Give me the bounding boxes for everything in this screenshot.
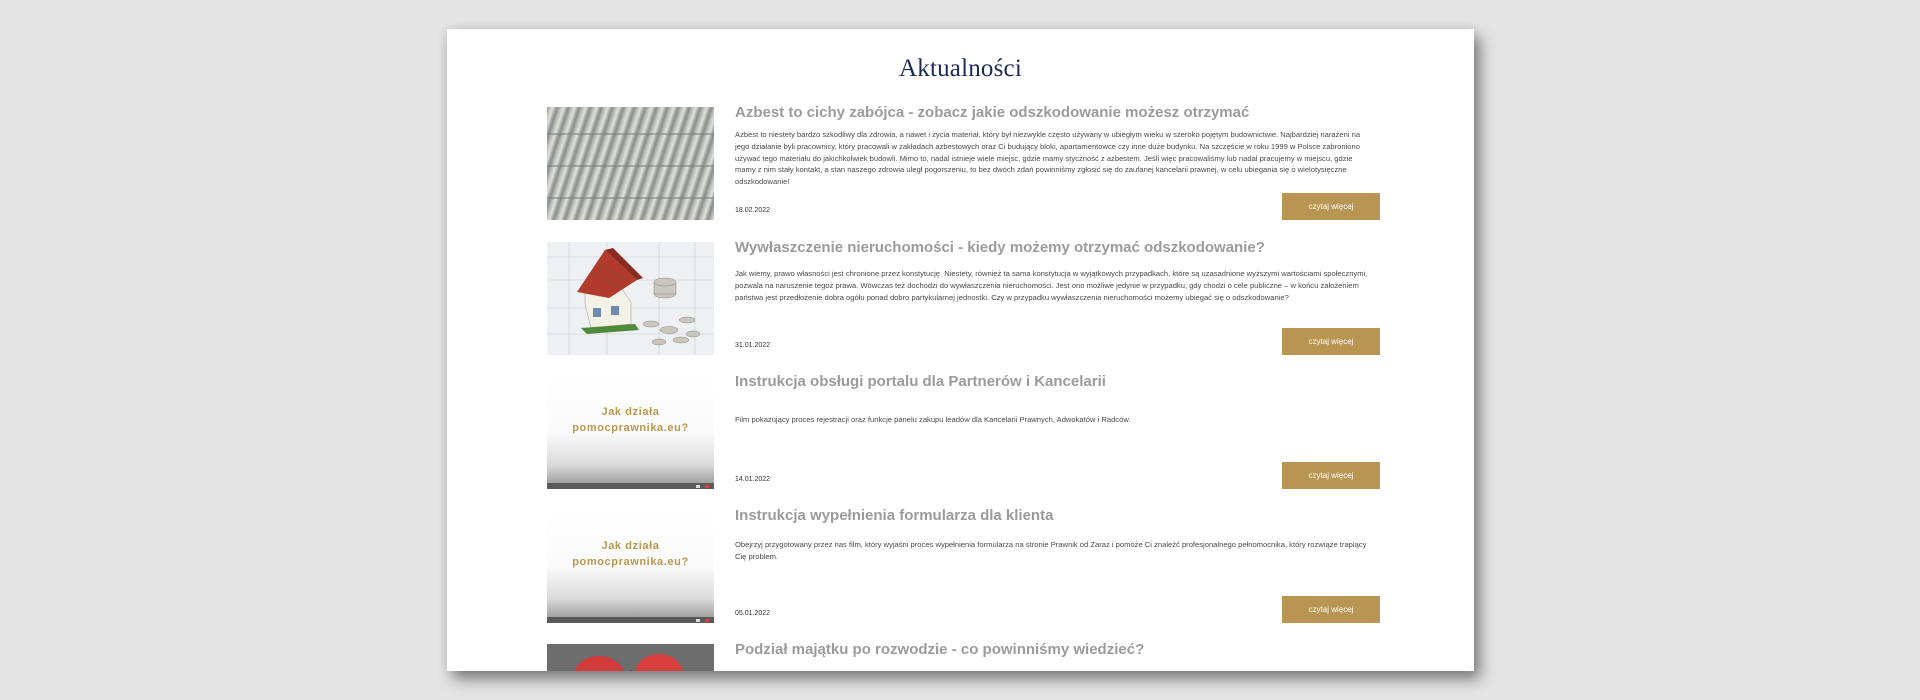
article-title[interactable]: Instrukcja wypełnienia formularza dla klienta — [735, 507, 1054, 524]
settings-icon[interactable] — [696, 619, 700, 622]
news-panel — [447, 29, 1474, 671]
settings-icon[interactable] — [696, 485, 700, 488]
youtube-icon[interactable] — [705, 485, 709, 488]
page-title: Aktualności — [898, 55, 1022, 82]
news-item — [547, 641, 1380, 671]
article-title[interactable]: Podział majątku po rozwodzie - co powinniśmy wiedzieć? — [735, 641, 1145, 658]
article-title[interactable]: Azbest to cichy zabójca - zobacz jakie odszkodowanie możesz otrzymać — [735, 104, 1250, 121]
read-more-button[interactable]: czytaj więcej — [1282, 328, 1380, 355]
article-excerpt: Obejrzyj przygotowany przez nas film, który wyjaśni proces wypełnienia formularza na stronie Prawnik od Zaraz i pomoże Ci znaleźć profesjonalnego pełnomocnika, który rozwiąże trapiący Cię problem. — [735, 540, 1367, 561]
video-text-line: Jak działa — [601, 540, 660, 552]
video-text-line: pomocprawnika.eu? — [572, 556, 689, 568]
house-and-coins-image[interactable] — [547, 242, 714, 355]
news-list — [447, 29, 1474, 671]
news-item — [547, 104, 1380, 220]
video-control-bar[interactable] — [547, 617, 714, 623]
article-excerpt: Azbest to niestety bardzo szkodliwy dla zdrowia, a nawet i życia materiał, który był niezwykle często używany w ubiegłym wieku w szeroko pojętym budownictwie. Najbardziej narażeni na jego działanie byli pracownicy, który pracowali w zakładach azbestowych oraz Ci budujący bloki, apartamentowce czy inne duże budynku. Na szczęście w roku 1999 w Polsce zabroniono używać tego materiału do jakichkolwiek budowli. Mimo to, nadal istnieje wiele miejsc, gdzie mamy styczność z azbestem. Jeśli więc pracowaliśmy lub nadal pracujemy w miejscu, gdzie mamy z nim stały kontakt, a stan naszego zdrowia uległ pogorszeniu, to bez dwóch zdań powinniśmy zgłosić się do zaufanej kancelarii prawnej, w celu ubiegania się o wielotysięczne odszkodowanie! — [735, 130, 1361, 187]
video-thumbnail[interactable] — [547, 510, 714, 623]
video-title-text — [547, 404, 714, 436]
article-date: 14.01.2022 — [735, 476, 771, 483]
video-title-text — [547, 538, 714, 570]
asbestos-roof-image[interactable] — [547, 107, 714, 220]
news-item — [547, 507, 1380, 623]
article-date: 18.02.2022 — [735, 207, 771, 214]
youtube-icon[interactable] — [705, 619, 709, 622]
video-control-bar[interactable] — [547, 483, 714, 489]
video-text-line: Jak działa — [601, 406, 660, 418]
read-more-button[interactable]: czytaj więcej — [1282, 193, 1380, 220]
red-hearts-image[interactable] — [547, 644, 714, 671]
article-date: 31.01.2022 — [735, 342, 771, 349]
article-title[interactable]: Instrukcja obsługi portalu dla Partnerów i Kancelarii — [735, 373, 1106, 390]
read-more-button[interactable]: czytaj więcej — [1282, 462, 1380, 489]
article-date: 05.01.2022 — [735, 610, 771, 617]
read-more-button[interactable]: czytaj więcej — [1282, 596, 1380, 623]
news-item — [547, 239, 1380, 355]
video-text-line: pomocprawnika.eu? — [572, 422, 689, 434]
article-excerpt: Jak wiemy, prawo własności jest chronione przez konstytucję. Niestety, również ta sama konstytucja w wyjątkowych przypadkach, które są uzasadnione wyższymi wartościami społecznymi, pozwala na naruszenie tegoż prawa. Wówczas też dochodzi do wywłaszczenia nieruchomości. Jest ono możliwe jedynie w przypadku, gdy chodzi o cele publiczne – w końcu założeniem państwa jest przedłożenie dobra ogółu ponad dobro partykularnej jednostki. Czy w przypadku wywłaszczenia nieruchomości możemy ubiegać się o odszkodowanie? — [735, 269, 1368, 302]
video-thumbnail[interactable] — [547, 376, 714, 489]
article-excerpt: Film pokazujący proces rejestracji oraz funkcje panelu zakupu leadów dla Kancelarii Prawnych, Adwokatów i Radców. — [735, 415, 1131, 424]
news-item — [547, 373, 1380, 489]
article-title[interactable]: Wywłaszczenie nieruchomości - kiedy możemy otrzymać odszkodowanie? — [735, 239, 1265, 256]
